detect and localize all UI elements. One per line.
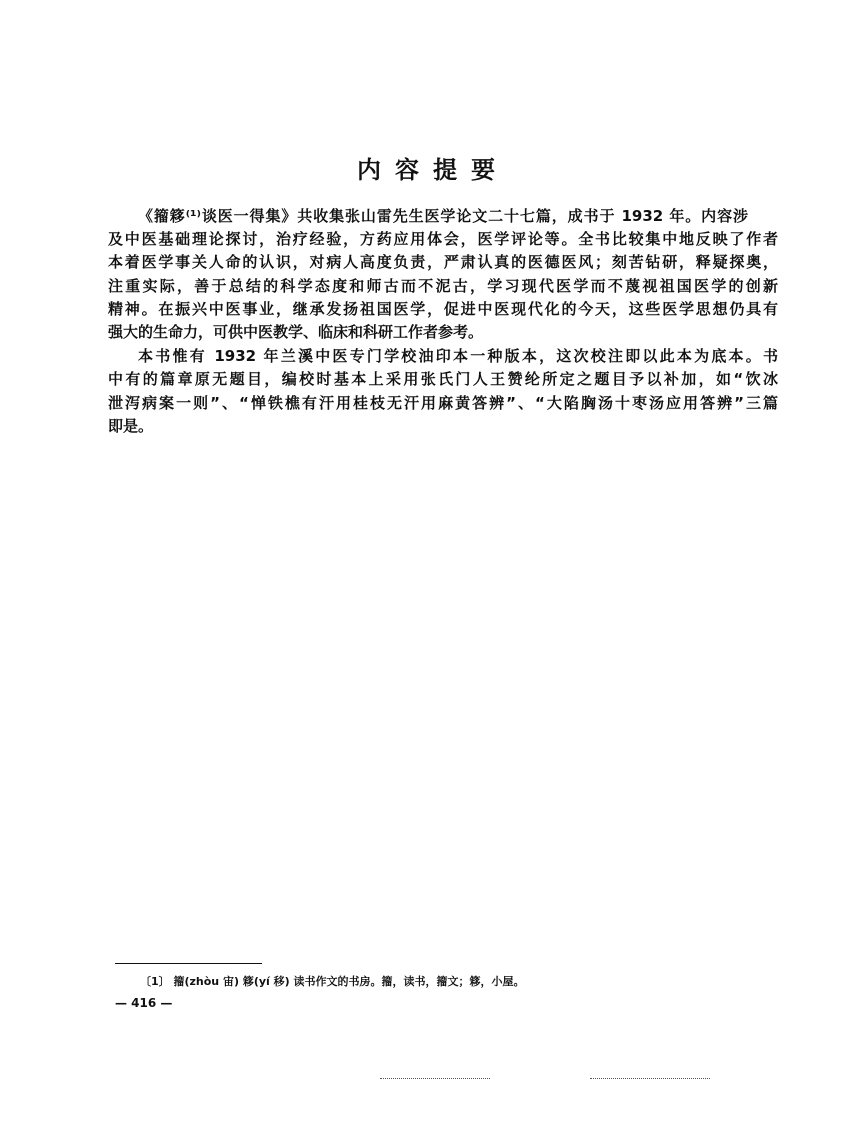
text-line: 中有的篇章原无题目，编校时基本上采用张氏门人王赞纶所定之题目予以补加，如“饮冰 xyxy=(108,370,778,388)
scan-noise xyxy=(590,1078,710,1079)
footnote: 〔1〕 籀(zhòu 宙) 簃(yí 移) 读书作文的书房。籀，读书，籀文；簃，小屋。 xyxy=(140,975,525,988)
text-line: 及中医基础理论探讨，治疗经验，方药应用体会，医学评论等。全书比较集中地反映了作者 xyxy=(108,230,778,248)
footnote-divider xyxy=(115,963,262,964)
text-line: 本书惟有 1932 年兰溪中医专门学校油印本一种版本，这次校注即以此本为底本。书 xyxy=(138,347,778,365)
page-title: 内容提要 xyxy=(357,156,509,184)
scan-noise xyxy=(380,1078,490,1079)
text-line: 即是。 xyxy=(108,417,154,435)
text-line: 本着医学事关人命的认识，对病人高度负责，严肃认真的医德医风；刻苦钻研，释疑探奥， xyxy=(108,253,778,271)
text-line: 泄泻病案一则”、“惮铁樵有汗用桂枝无汗用麻黄答辨”、“大陷胸汤十枣汤应用答辨”三篇 xyxy=(108,394,778,412)
text-line: 强大的生命力，可供中医教学、临床和科研工作者参考。 xyxy=(108,323,484,341)
text-line: 《籀簃⁽¹⁾谈医一得集》共收集张山雷先生医学论文二十七篇，成书于 1932 年。内容涉 xyxy=(138,207,748,225)
page-number: — 416 — xyxy=(115,996,173,1010)
text-line: 注重实际，善于总结的科学态度和师古而不泥古，学习现代医学而不蔑视祖国医学的创新 xyxy=(108,277,778,295)
text-line: 精神。在振兴中医事业，继承发扬祖国医学，促进中医现代化的今天，这些医学思想仍具有 xyxy=(108,300,778,318)
